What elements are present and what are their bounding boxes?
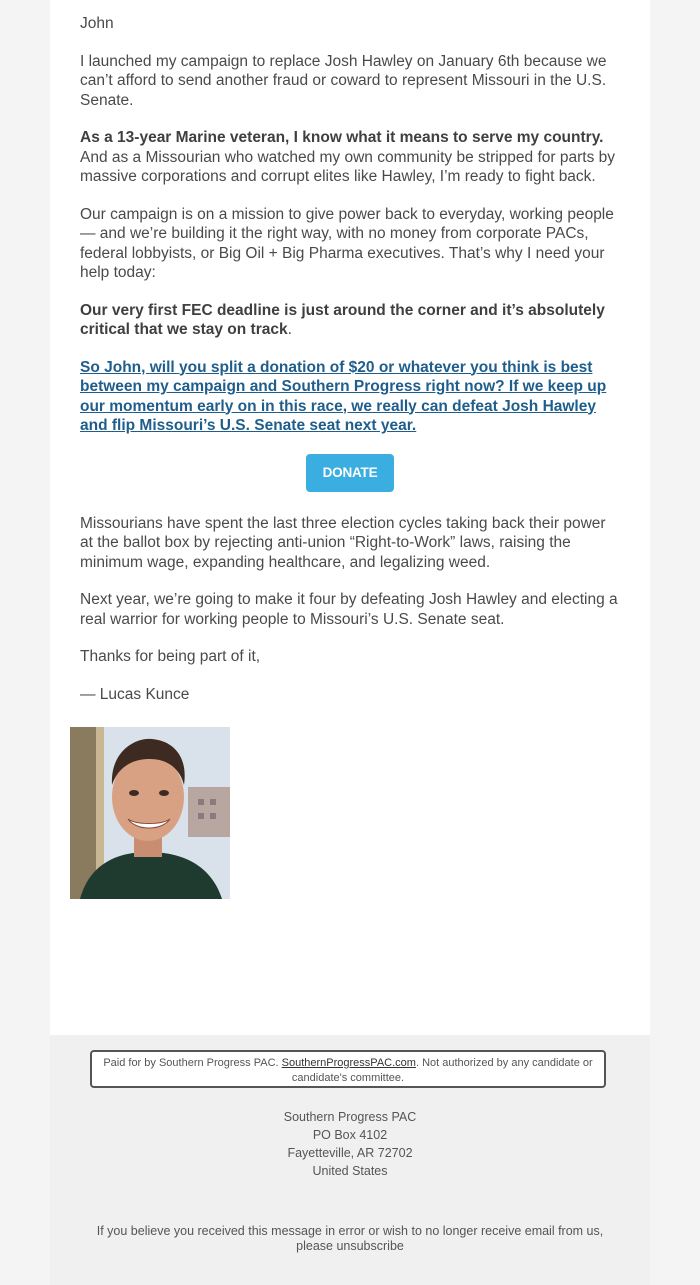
- paid-for-disclaimer: [90, 1050, 606, 1088]
- paragraph-2-rest: And as a Missourian who watched my own community be stripped for parts by massive corporations and corrupt elites like Hawley, I’m ready to fight back.: [80, 148, 615, 185]
- donate-button-wrap: [80, 454, 620, 492]
- email-body: [50, 0, 650, 1035]
- paragraph-3: Our campaign is on a mission to give power back to everyday, working people — and we’re building it the right way, with no money from corporate PACs, federal lobbyists, or Big Oil + Big Pharma executives. That’s why I need your help today:: [80, 205, 614, 281]
- address-line: United States: [312, 1164, 388, 1178]
- donation-ask: [80, 358, 620, 436]
- address-line: Southern Progress PAC: [283, 1110, 417, 1124]
- unsubscribe-notice[interactable]: If you believe you received this message in error or wish to no longer receive email from us, please unsubscribe: [96, 1224, 604, 1253]
- pac-website-link[interactable]: SouthernProgressPAC.com: [281, 1057, 416, 1069]
- address-line: Fayetteville, AR 72702: [287, 1146, 413, 1160]
- disclaimer-suffix: . Not authorized by any candidate or candidate's committee.: [291, 1057, 593, 1084]
- email-content: [80, 14, 620, 722]
- disclaimer-prefix: Paid for by Southern Progress PAC.: [103, 1057, 282, 1069]
- signature: — Lucas Kunce: [80, 685, 190, 703]
- paragraph-4: [80, 301, 620, 340]
- closing: Thanks for being part of it,: [80, 648, 261, 665]
- paragraph-2: [80, 128, 620, 187]
- greeting: John: [80, 15, 114, 32]
- paragraph-6: Missourians have spent the last three election cycles taking back their power at the ballot box by rejecting anti-union “Right-to-Work” laws, raising the minimum wage, expanding healthcare, and legalizing weed.: [80, 514, 606, 571]
- paragraph-7: Next year, we’re going to make it four by defeating Josh Hawley and electing a real warrior for working people to Missouri’s U.S. Senate seat.: [80, 591, 618, 628]
- candidate-photo-image: [70, 727, 230, 899]
- paragraph-4-rest: .: [287, 321, 292, 338]
- address-line: PO Box 4102: [312, 1128, 388, 1142]
- candidate-photo: [70, 727, 230, 899]
- donate-button[interactable]: DONATE: [306, 454, 394, 492]
- mailing-address: [50, 1108, 650, 1180]
- donation-link[interactable]: So John, will you split a donation of $20 or whatever you think is best between my campaign and Southern Progress right now? If we keep up our momentum early on in this race, we really can defeat Josh Hawley and flip Missouri’s U.S. Senate seat next year.: [80, 358, 607, 434]
- paragraph-2-bold: As a 13-year Marine veteran, I know what it means to serve my country.: [80, 129, 604, 146]
- email-footer: [50, 1035, 650, 1285]
- paragraph-1: I launched my campaign to replace Josh Hawley on January 6th because we can’t afford to send another fraud or coward to represent Missouri in the U.S. Senate.: [80, 52, 607, 109]
- paragraph-4-bold: Our very first FEC deadline is just around the corner and it’s absolutely critical that we stay on track: [80, 301, 605, 338]
